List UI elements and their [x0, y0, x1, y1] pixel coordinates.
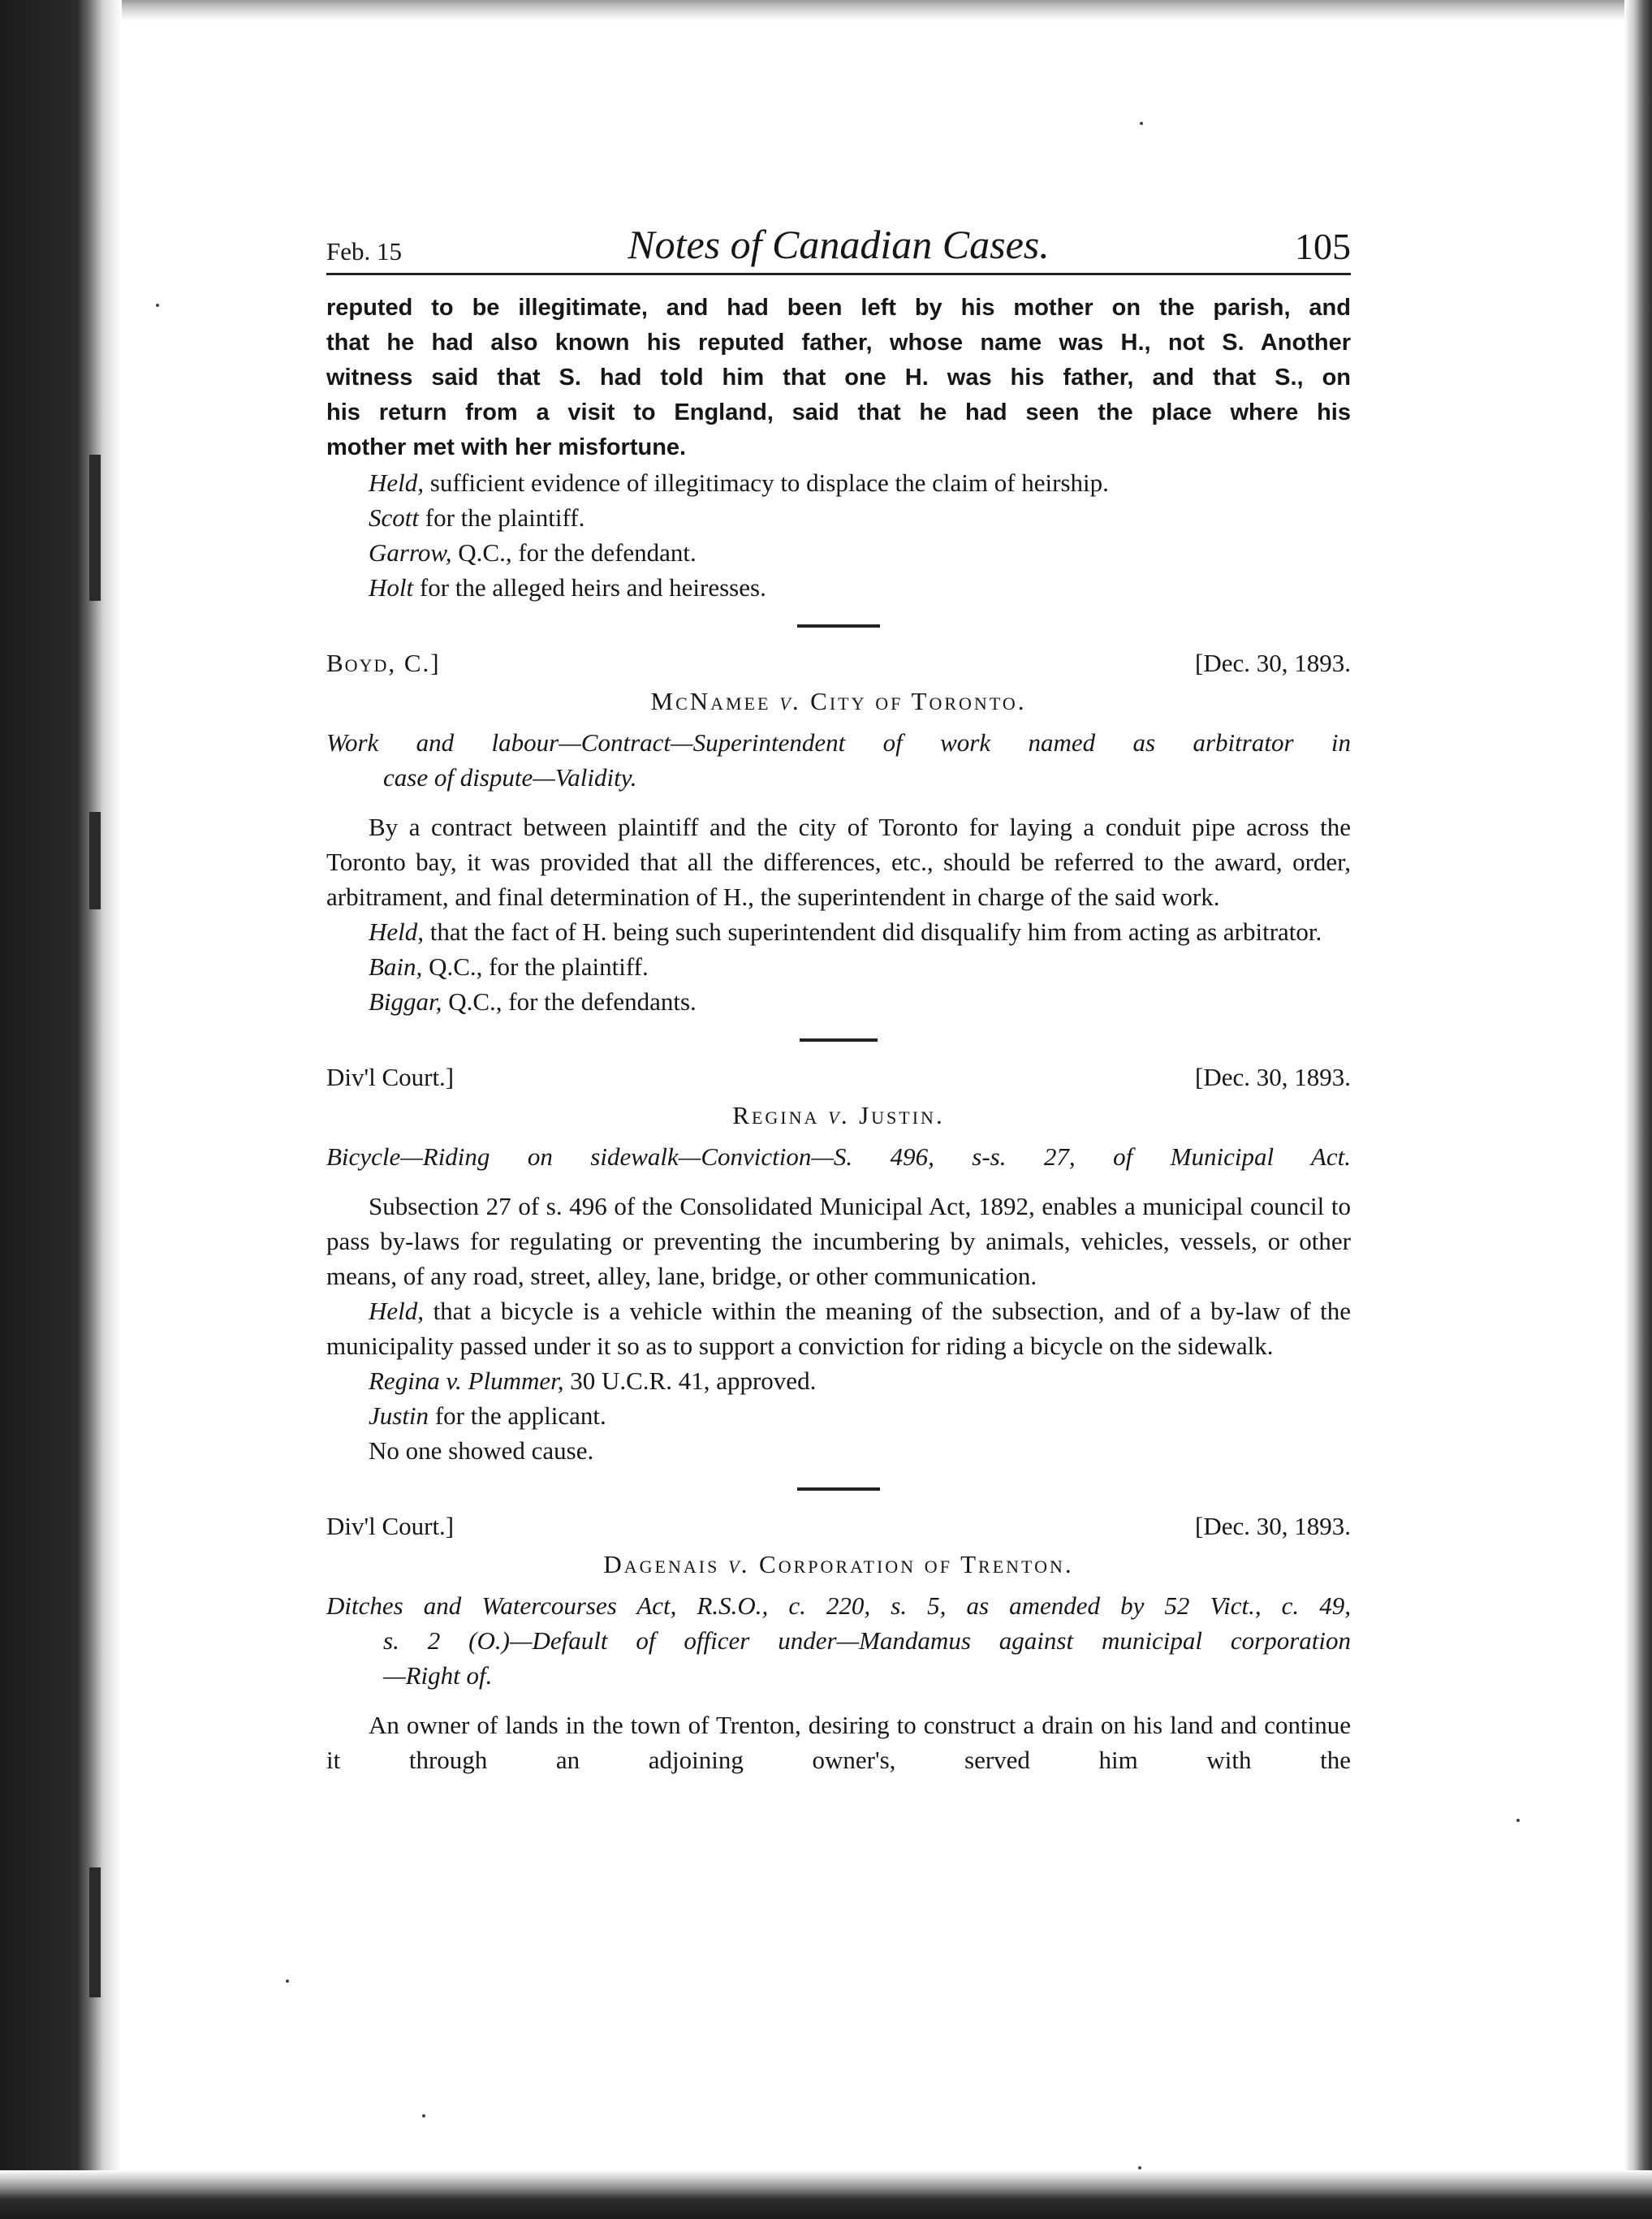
citation-name: Regina v. Plummer,	[369, 1366, 564, 1395]
scan-edge-mark	[89, 455, 101, 601]
catchwords-line: Work and labour—Contract—Superintendent of work named as arbitrator in	[326, 728, 1351, 757]
case-versus: v.	[779, 687, 802, 715]
section-rule	[797, 1487, 880, 1491]
scan-edge-mark	[89, 1867, 101, 1997]
counsel-role: Q.C., for the defendants.	[442, 987, 697, 1016]
court-name: Div'l Court.]	[326, 1063, 455, 1091]
continued-paragraph-line: his return from a visit to England, said that he had seen the place where his	[326, 399, 1351, 425]
scan-top-edge	[0, 0, 1652, 21]
counsel-name: Holt	[369, 573, 414, 602]
catchwords	[326, 725, 1351, 795]
counsel-role: Q.C., for the plaintiff.	[422, 952, 649, 981]
catchwords-line: Bicycle—Riding on sidewalk—Conviction—S. 496, s-s. 27, of Municipal Act.	[326, 1142, 1351, 1171]
catchwords-line: case of dispute—Validity.	[383, 763, 637, 792]
counsel-line	[326, 984, 1351, 1019]
counsel-name: Justin	[369, 1401, 429, 1430]
case-title	[326, 1547, 1351, 1582]
citation-line	[326, 1363, 1351, 1398]
case-party-a: McNamee	[650, 687, 771, 715]
counsel-name: Scott	[369, 503, 419, 532]
running-header	[326, 219, 1351, 275]
court-name: Boyd, C.]	[326, 649, 441, 677]
counsel-line	[326, 570, 1351, 605]
counsel-name: Garrow,	[369, 538, 452, 567]
scan-right-edge	[1624, 0, 1652, 2219]
held-label: Held,	[369, 1297, 425, 1325]
case-party-b: Justin.	[859, 1101, 945, 1129]
court-line	[326, 1060, 1351, 1094]
case-entry	[326, 1060, 1351, 1468]
scan-speck	[1138, 2166, 1141, 2169]
section-rule	[800, 1038, 878, 1042]
case-paragraph: By a contract between plaintiff and the city of Toronto for laying a conduit pipe across the Toronto bay, it was provided that all the differences, etc., should be referred to the award, order, arbitrament, and final determination of H., the superintendent in charge of the said work.	[326, 813, 1351, 911]
held-statement	[326, 465, 1351, 500]
scan-left-edge	[0, 0, 122, 2219]
case-versus: v.	[828, 1101, 851, 1129]
continued-paragraph-line: witness said that S. had told him that one H. was his father, and that S., on	[326, 365, 1351, 391]
court-name: Div'l Court.]	[326, 1512, 455, 1540]
held-text: sufficient evidence of illegitimacy to displace the claim of heirship.	[424, 468, 1109, 497]
page-body	[326, 291, 1351, 1777]
case-paragraph: Subsection 27 of s. 496 of the Consolidated Municipal Act, 1892, enables a municipal council to pass by-laws for regulating or preventing the incumbering by animals, vehicles, vessels, or other means, of any road, street, alley, lane, bridge, or other communication.	[326, 1192, 1351, 1290]
case-party-a: Regina	[732, 1101, 820, 1129]
case-party-b: Corporation of Trenton.	[759, 1550, 1074, 1578]
court-line	[326, 645, 1351, 680]
counsel-name: Bain,	[369, 952, 423, 981]
counsel-role: for the applicant.	[429, 1401, 606, 1430]
continued-case	[326, 291, 1351, 465]
held-label: Held,	[369, 917, 425, 946]
held-statement	[326, 1293, 1351, 1363]
counsel-line	[326, 500, 1351, 535]
catchwords	[326, 1139, 1351, 1174]
counsel-role: for the alleged heirs and heiresses.	[413, 573, 766, 602]
scan-edge-mark	[89, 812, 101, 909]
counsel-role: for the plaintiff.	[419, 503, 585, 532]
scan-speck	[1140, 122, 1143, 125]
scan-speck	[156, 304, 159, 307]
counsel-line	[326, 535, 1351, 570]
held-label: Held,	[369, 468, 425, 497]
case-party-a: Dagenais	[603, 1550, 720, 1578]
decision-date: [Dec. 30, 1893.	[1195, 1512, 1351, 1540]
continued-paragraph-line: mother met with her misfortune.	[326, 434, 687, 460]
decision-date: [Dec. 30, 1893.	[1195, 1063, 1351, 1091]
held-text: that the fact of H. being such superintendent did disqualify him from acting as arbitrator.	[424, 917, 1322, 946]
page-number: 105	[1295, 226, 1351, 267]
case-paragraph: An owner of lands in the town of Trenton, desiring to construct a drain on his land and continue it through an adjoining owner's, served him with the	[326, 1711, 1351, 1774]
counsel-line	[326, 1398, 1351, 1433]
case-title	[326, 1098, 1351, 1133]
court-line	[326, 1509, 1351, 1543]
scan-speck	[422, 2114, 425, 2118]
held-statement	[326, 914, 1351, 949]
catchwords-line: s. 2 (O.)—Default of officer under—Mandamus against municipal corporation	[383, 1626, 1351, 1655]
case-party-b: City of Toronto.	[810, 687, 1027, 715]
continued-paragraph-line: that he had also known his reputed father, whose name was H., not S. Another	[326, 330, 1351, 356]
scan-speck	[1516, 1819, 1520, 1822]
case-versus: v.	[728, 1550, 751, 1578]
scan-bottom-edge	[0, 2170, 1652, 2219]
catchwords-line: Ditches and Watercourses Act, R.S.O., c. 220, s. 5, as amended by 52 Vict., c. 49,	[326, 1591, 1351, 1620]
case-title	[326, 684, 1351, 719]
header-title: Notes of Canadian Cases.	[628, 222, 1050, 267]
counsel-name: Biggar,	[369, 987, 442, 1016]
section-rule	[797, 624, 880, 628]
held-text: that a bicycle is a vehicle within the meaning of the subsection, and of a by-law of the municipality passed under it so as to support a conviction for riding a bicycle on the sidewalk.	[326, 1297, 1351, 1360]
closing-line: No one showed cause.	[369, 1436, 594, 1465]
scan-speck	[286, 1979, 289, 1983]
decision-date: [Dec. 30, 1893.	[1195, 649, 1351, 677]
citation-text: 30 U.C.R. 41, approved.	[563, 1366, 817, 1395]
catchwords	[326, 1588, 1351, 1693]
case-entry	[326, 645, 1351, 1019]
catchwords-line: —Right of.	[383, 1661, 493, 1690]
continued-paragraph-line: reputed to be illegitimate, and had been left by his mother on the parish, and	[326, 295, 1351, 321]
counsel-role: Q.C., for the defendant.	[451, 538, 697, 567]
case-entry	[326, 1509, 1351, 1777]
header-date: Feb. 15	[326, 237, 402, 266]
counsel-line	[326, 949, 1351, 984]
